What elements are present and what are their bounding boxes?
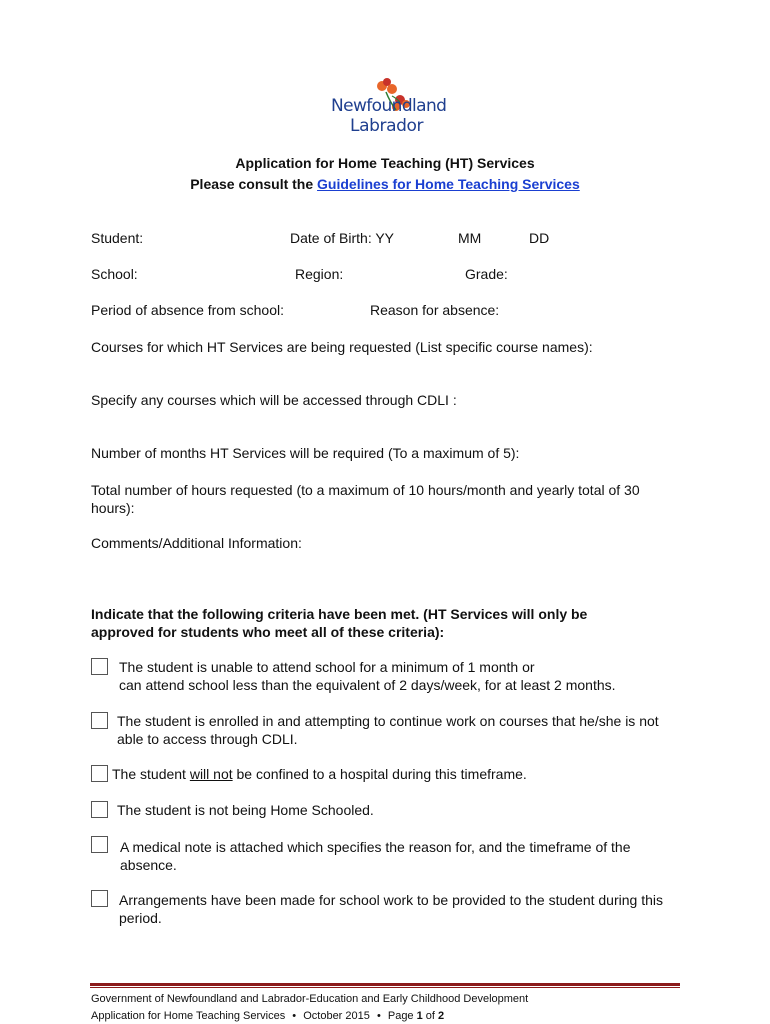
logo-text-labrador: Labrador [350, 116, 424, 136]
footer-bullet-1: • [292, 1010, 297, 1022]
criteria-text-3-pre: The student [112, 766, 190, 782]
criteria-text-3 [112, 766, 527, 782]
dob-mm-label: MM [458, 230, 482, 246]
criteria-text-4: The student is not being Home Schooled. [117, 802, 374, 818]
criteria-text-1a: The student is unable to attend school for a minimum of 1 month or [119, 659, 535, 675]
footer-doc-line [91, 1010, 444, 1022]
page-title: Application for Home Teaching (HT) Services [235, 155, 535, 171]
criteria-checkbox-2[interactable] [91, 712, 108, 729]
footer-divider-thin [90, 987, 680, 988]
criteria-checkbox-6[interactable] [91, 890, 108, 907]
footer-doc-title: Application for Home Teaching Services [91, 1010, 286, 1022]
criteria-checkbox-3[interactable] [91, 765, 108, 782]
footer-bullet-2: • [376, 1010, 381, 1022]
reason-absence-label: Reason for absence: [370, 302, 500, 318]
footer-org-line: Government of Newfoundland and Labrador-Education and Early Childhood Development [91, 993, 529, 1005]
criteria-checkbox-5[interactable] [91, 836, 108, 853]
criteria-heading: Indicate that the following criteria have been met. (HT Services will only be approved for students who meet all of these criteria): [91, 606, 588, 640]
logo-text-newfoundland: Newfoundland [331, 96, 447, 116]
region-label: Region: [295, 266, 344, 282]
criteria-text-3-underline: will not [189, 766, 233, 782]
grade-label: Grade: [465, 266, 508, 282]
criteria-checkbox-1[interactable] [91, 658, 108, 675]
criteria-text-6: Arrangements have been made for school work to be provided to the student during this period. [119, 892, 663, 926]
consult-line [0, 176, 770, 192]
criteria-text-2: The student is enrolled in and attempting to continue work on courses that he/she is not able to access through CDLI. [117, 713, 659, 747]
comments-label: Comments/Additional Information: [91, 535, 302, 551]
criteria-checkbox-4[interactable] [91, 801, 108, 818]
criteria-text-3-post: be confined to a hospital during this timeframe. [232, 766, 527, 782]
footer-page-number: 1 [416, 1010, 423, 1022]
dob-label: Date of Birth: YY [290, 230, 395, 246]
footer-divider-thick [90, 983, 680, 986]
criteria-text-5: A medical note is attached which specifies the reason for, and the timeframe of the absence. [120, 839, 631, 873]
dob-dd-label: DD [529, 230, 550, 246]
cdli-courses-label: Specify any courses which will be accessed through CDLI : [91, 392, 457, 408]
footer-date: October 2015 [303, 1010, 370, 1022]
consult-prefix: Please consult the [190, 176, 318, 192]
footer-page-prefix: Page [387, 1010, 417, 1022]
footer-page-total: 2 [438, 1010, 445, 1022]
guidelines-link[interactable]: Guidelines for Home Teaching Services [317, 176, 580, 192]
months-label: Number of months HT Services will be required (To a maximum of 5): [91, 445, 520, 461]
period-absence-label: Period of absence from school: [91, 302, 284, 318]
footer-page-of: of [422, 1010, 439, 1022]
courses-label: Courses for which HT Services are being requested (List specific course names): [91, 339, 593, 355]
hours-label: Total number of hours requested (to a maximum of 10 hours/month and yearly total of 30 hours): [91, 482, 640, 516]
student-label: Student: [91, 230, 144, 246]
school-label: School: [91, 266, 138, 282]
criteria-text-1b: can attend school less than the equivalent of 2 days/week, for at least 2 months. [119, 677, 616, 693]
